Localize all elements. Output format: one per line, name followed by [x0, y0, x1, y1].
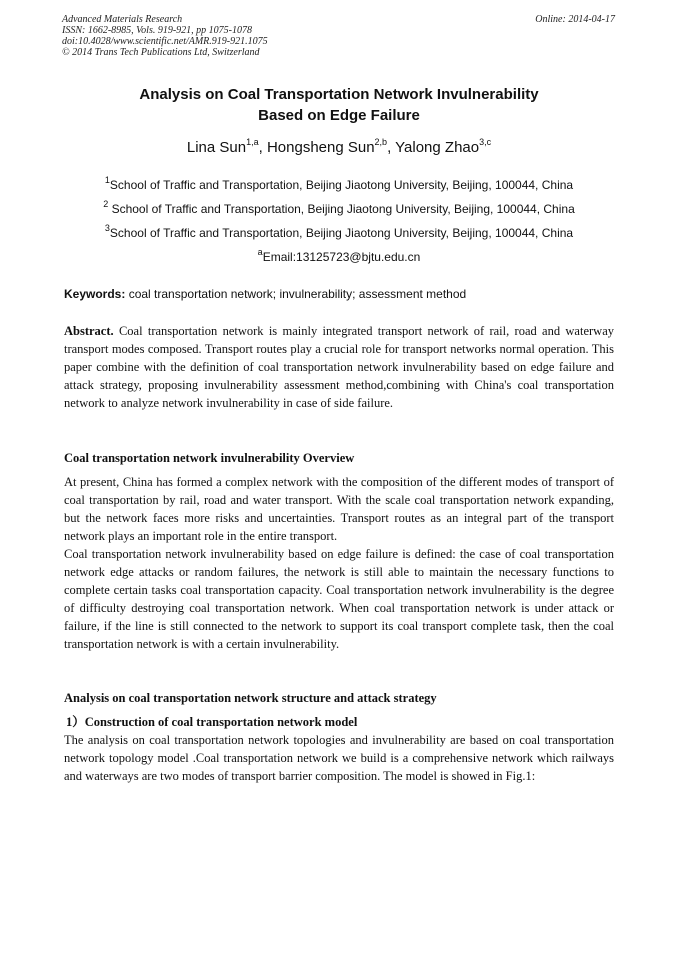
affiliation-2: $^2$ School of Traffic and Transportation, Beijing Jiaotong University, Beijing, 100044, China — [103, 199, 575, 216]
author-name: Hongsheng Sun — [266, 139, 375, 156]
keywords — [64, 287, 614, 301]
affiliation-1: $^1$School of Traffic and Transportation, Beijing Jiaotong University, Beijing, 100044, China — [104, 175, 574, 192]
author-list: Lina Sun$^{1,a}$, Hongsheng Sun$^{2,b}$, Yalong Zhao$^{3,c}$ — [186, 137, 492, 156]
section-heading: Analysis on coal transportation network structure and attack strategy — [64, 691, 437, 705]
author-superscript: 1,a — [246, 137, 259, 147]
author-superscript: 3,c — [479, 137, 492, 147]
author-name: Lina Sun — [186, 139, 247, 156]
body-paragraph: At present, China has formed a complex network with the composition of the different modes of transport of coal transportation by rail, road and water transport. With the scale coal transportation network expanding, but the network faces more risks and uncertainties. Transport routes as an integral part of the transport network plays an important role in the entire transport. — [64, 475, 614, 543]
abstract — [64, 322, 614, 412]
doi-line: doi:10.4028/www.scientific.net/AMR.919-921.1075 — [62, 36, 268, 47]
abstract-label: Abstract. — [64, 324, 114, 338]
author-superscript: 2,b — [374, 137, 388, 147]
journal-name: Advanced Materials Research — [62, 14, 183, 25]
title-line-2: Based on Edge Failure — [258, 107, 420, 124]
author-name: Yalong Zhao — [395, 139, 480, 156]
keywords-label: Keywords: — [64, 287, 126, 301]
abstract-text: Coal transportation network is mainly integrated transport network of rail, road and waterway transport modes composed. Transport routes play a crucial role for transport networks normal operation. This paper combine with the definition of coal transportation network invulnerability based on edge failure and attack strategy, proposing invulnerability assessment method,combining with China's coal transportation network to analyze network invulnerability in case of side failure. — [64, 324, 614, 410]
section-heading: Coal transportation network invulnerability Overview — [64, 451, 355, 465]
subsection-heading: 1）Construction of coal transportation network model — [66, 715, 358, 729]
author-email: $^a$Email:13125723@bjtu.edu.cn — [257, 247, 421, 264]
journal-info — [62, 14, 268, 58]
affiliation-3: $^3$School of Traffic and Transportation, Beijing Jiaotong University, Beijing, 100044, China — [104, 223, 574, 240]
body-paragraph: The analysis on coal transportation network topologies and invulnerability are based on coal transportation network topology model .Coal transportation network we build is a comprehensive network which railways and waterways are two modes of transport barrier composition. The model is showed in Fig.1: — [64, 733, 614, 783]
issn-line: ISSN: 1662-8985, Vols. 919-921, pp 1075-1078 — [62, 25, 252, 36]
title-line-1: Analysis on Coal Transportation Network Invulnerability — [139, 86, 539, 103]
online-date: Online: 2014-04-17 — [535, 14, 615, 25]
keywords-text: coal transportation network; invulnerability; assessment method — [125, 287, 467, 301]
paper-title — [64, 84, 614, 126]
copyright-line: © 2014 Trans Tech Publications Ltd, Switzerland — [62, 47, 260, 58]
body-paragraph: Coal transportation network invulnerability based on edge failure is defined: the case of coal transportation network edge attacks or random failures, the network is still able to maintain the necessary functions to complete certain tasks coal transportation capacity. Coal transportation network invulnerability is the degree of difficulty destroying coal transportation network. When coal transportation network is under attack or failure, if the line is still connected to the network to support its coal transport complete task, then the coal transportation network is with a certain invulnerability. — [64, 547, 614, 651]
